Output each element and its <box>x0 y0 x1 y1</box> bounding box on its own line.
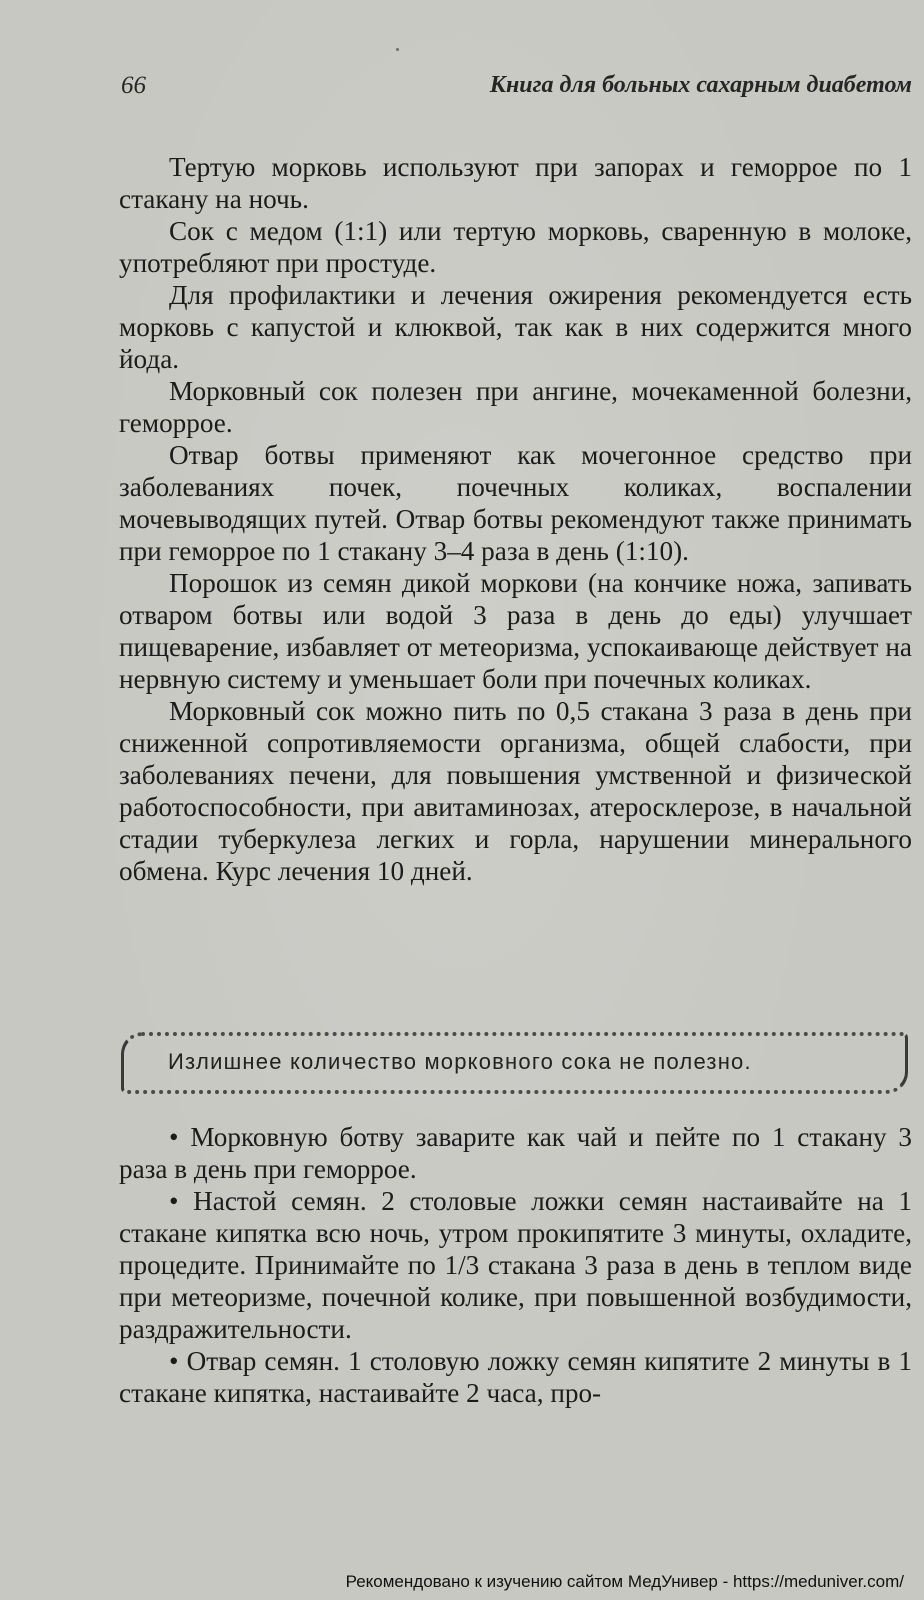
paragraph: Тертую морковь используют при запорах и геморрое по 1 стакану на ночь. <box>119 152 912 214</box>
paragraph: Для профилактики и лечения ожирения рекомендуется есть морковь с капустой и клюквой, так как в них содержится много йода. <box>119 280 912 374</box>
bullet-item <box>119 1121 912 1185</box>
note-box <box>121 1032 908 1094</box>
paragraph: Сок с медом (1:1) или тертую морковь, сваренную в молоке, употребляют при простуде. <box>119 216 912 278</box>
bullet-item <box>119 1345 912 1409</box>
running-title: Книга для больных сахарным диабетом <box>489 72 912 98</box>
page-header <box>121 72 912 108</box>
paragraph: Морковный сок полезен при ангине, мочекаменной болезни, геморрое. <box>119 376 912 438</box>
bullet-item <box>119 1185 912 1345</box>
note-text: Излишнее количество морковного сока не полезно. <box>168 1049 752 1074</box>
page-number: 66 <box>121 72 146 99</box>
footer-watermark: Рекомендовано к изучению сайтом МедУнивер - https://meduniver.com/ <box>345 1572 904 1591</box>
bullet-icon: • <box>169 1346 179 1376</box>
bullet-text: Настой семян. 2 столовые ложки семян настаивайте на 1 стакане кипятка всю ночь, утром прокипятите 3 минуты, охладите, процедите. Принимайте по 1/3 стакана 3 раза в день в теплом виде при метеоризме, почечной колике, при повышенной возбудимости, раздражительности. <box>119 1186 913 1344</box>
bullet-icon: • <box>169 1186 179 1216</box>
bullet-text: Морковную ботву заварите как чай и пейте по 1 стакану 3 раза в день при геморрое. <box>119 1122 913 1184</box>
paragraph: Отвар ботвы применяют как мочегонное средство при заболеваниях почек, почечных коликах, воспалении мочевыводящих путей. Отвар ботвы рекомендуют также принимать при геморрое по 1 стакану 3–4 раза в день (1:10). <box>119 440 912 566</box>
bullet-list <box>119 1121 912 1409</box>
paragraph: Морковный сок можно пить по 0,5 стакана 3 раза в день при сниженной сопротивляемости организма, общей слабости, при заболеваниях печени, для повышения умственной и физической работоспособности, при авитаминозах, атеросклерозе, в начальной стадии туберкулеза легких и горла, нарушении минерального обмена. Курс лечения 10 дней. <box>119 696 912 886</box>
bullet-text: Отвар семян. 1 столовую ложку семян кипятите 2 минуты в 1 стакане кипятка, настаивайте 2 часа, про- <box>119 1346 913 1408</box>
paragraph: Порошок из семян дикой моркови (на кончике ножа, запивать отваром ботвы или водой 3 раза в день до еды) улучшает пищеварение, избавляет от метеоризма, успокаивающе действует на нервную систему и уменьшает боли при почечных коликах. <box>119 568 912 694</box>
scan-speck <box>396 48 399 51</box>
bullet-icon: • <box>169 1122 179 1152</box>
body-text <box>119 151 912 887</box>
